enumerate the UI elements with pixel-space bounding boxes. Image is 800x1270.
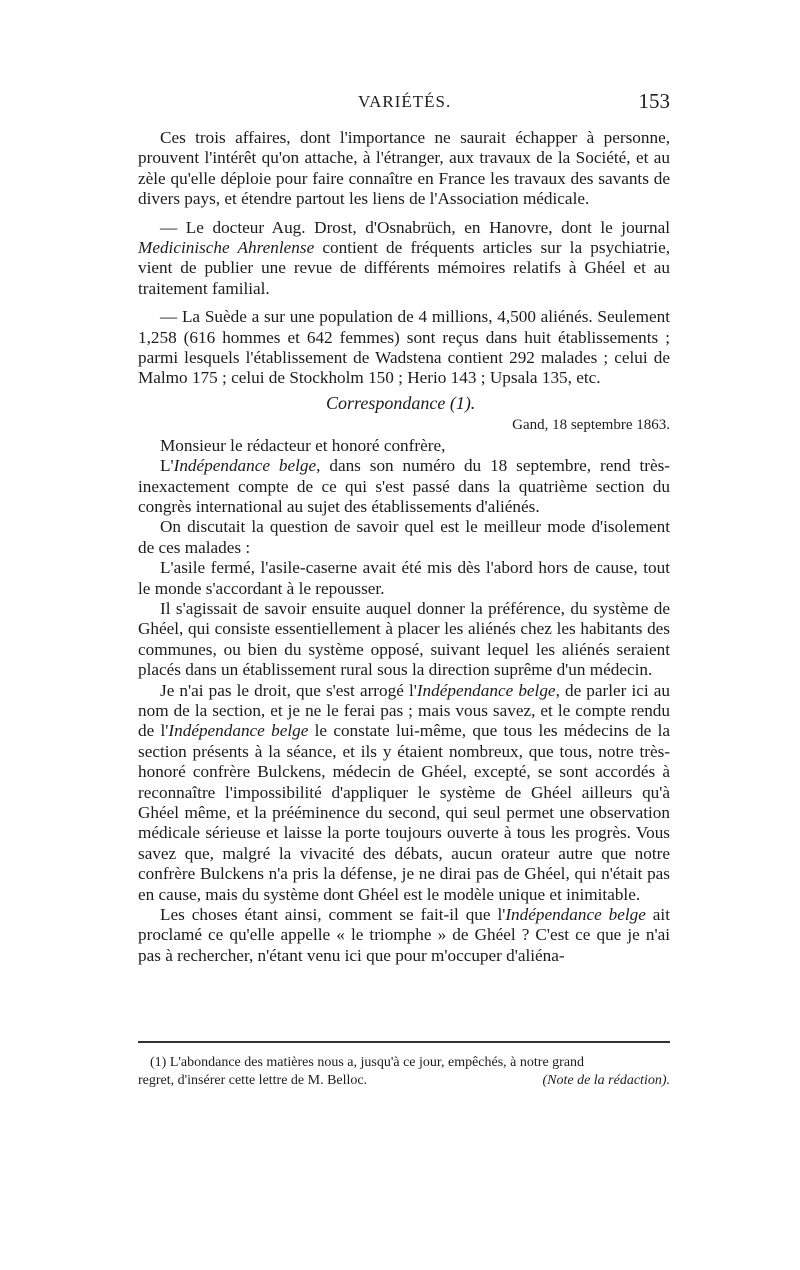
- dateline: Gand, 18 septembre 1863.: [512, 417, 670, 434]
- paragraph-choses: [138, 905, 670, 966]
- paragraph-drost: [138, 218, 670, 300]
- paragraph-drost-end: contient de fréquents articles sur la psychiatrie, vient de publier une revue de différents mémoires relatifs à Ghéel et au traitement familial.: [138, 238, 670, 298]
- journal-title: Medicinische Ahrenlense: [138, 238, 315, 258]
- paragraph-droit-part-2: , de parler ici au nom de la section, et je ne le ferai pas ; mais vous savez, et le compte rendu de l': [138, 680, 670, 741]
- page-number: 153: [638, 89, 670, 113]
- footnote-line-1: (1) L'abondance des matières nous a, jusqu'à ce jour, empêchés, à notre grand: [150, 1055, 585, 1070]
- paragraph-independance-start: L': [160, 456, 174, 476]
- paragraph-1: Ces trois affaires, dont l'importance ne saurait échapper à personne, prouvent l'intérêt qu'on attache, à l'étranger, aux travaux de la Société, et au zèle qu'elle déploie pour faire connaître en France les travaux des savants de divers pays, et étendre partout les liens de l'Association médicale.: [138, 128, 670, 209]
- main-text: [138, 128, 670, 966]
- salutation: Monsieur le rédacteur et honoré confrère,: [160, 435, 446, 455]
- footnote-rule: [138, 1041, 670, 1043]
- running-title: VARIÉTÉS.: [358, 92, 452, 111]
- paragraph-droit: [138, 681, 670, 905]
- newspaper-title: Indépendance belge: [168, 721, 309, 741]
- paragraph-independance-end: , dans son numéro du 18 septembre, rend très-inexactement compte de ce qui s'est passé dans la quatrième section du congrès international au sujet des établissements d'aliénés.: [138, 456, 670, 516]
- paragraph-droit-part-3: le constate lui-même, que tous les médecins de la section présents à la séance, et ils y étaient nombreux, que tous, notre très-honoré confrère Bulckens, médecin de Ghéel, excepté, se sont accordés à reconnaître l'impossibilité d'appliquer le système de Ghéel ailleurs qu'à Ghéel même, et la prééminence du second, qui seul permet une observation médicale sérieuse et laisse la porte toujours ouverte à tous les progrès. Vous savez que, malgré la vivacité des débats, aucun orateur autre que notre confrère Bulckens n'a pris la défense, je ne dirai pas de Ghéel, qui n'était pas en cause, mais du système dont Ghéel est le modèle unique et inimitable.: [138, 721, 670, 904]
- newspaper-title: Indépendance belge: [505, 905, 646, 925]
- footnote-line-2-text: regret, d'insérer cette lettre de M. Belloc.: [138, 1073, 368, 1088]
- newspaper-title: Indépendance belge: [416, 680, 556, 700]
- paragraph-asile: L'asile fermé, l'asile-caserne avait été mis dès l'abord hors de cause, tout le monde s'accordant à le repousser.: [138, 558, 670, 598]
- paragraph-discussion: On discutait la question de savoir quel est le meilleur mode d'isolement de ces malades :: [138, 517, 670, 557]
- section-heading-correspondance: Correspondance (1).: [326, 392, 476, 413]
- paragraph-systeme: Il s'agissait de savoir ensuite auquel donner la préférence, du système de Ghéel, qui consiste essentiellement à placer les aliénés chez les habitants des communes, ou bien du système opposé, suivant lequel les aliénés seraient placés dans un établissement rural sous la direction suprême d'un médecin.: [138, 598, 670, 680]
- footnote-line-2: [138, 1072, 670, 1090]
- newspaper-title: Indépendance belge: [173, 456, 317, 476]
- paragraph-suede: — La Suède a sur une population de 4 millions, 4,500 aliénés. Seulement 1,258 (616 hommes et 642 femmes) sont reçus dans huit établissements ; parmi lesquels l'établissement de Wadstena contient 292 malades ; celui de Malmo 175 ; celui de Stockholm 150 ; Herio 143 ; Upsala 135, etc.: [138, 307, 670, 388]
- paragraph-choses-end: ait proclamé ce qu'elle appelle « le triomphe » de Ghéel ? C'est ce que je n'ai pas à rechercher, n'étant venu ici que pour m'occuper d'aliéna-: [138, 905, 670, 965]
- paragraph-independance: [138, 456, 670, 517]
- editor-note: (Note de la rédaction).: [542, 1073, 670, 1088]
- paragraph-choses-start: Les choses étant ainsi, comment se fait-il que l': [160, 905, 506, 925]
- footnote: [138, 1054, 670, 1090]
- paragraph-drost-start: — Le docteur Aug. Drost, d'Osnabrüch, en Hanovre, dont le journal: [160, 217, 670, 237]
- running-header: [138, 89, 670, 118]
- paragraph-droit-part-1: Je n'ai pas le droit, que s'est arrogé l': [160, 680, 417, 700]
